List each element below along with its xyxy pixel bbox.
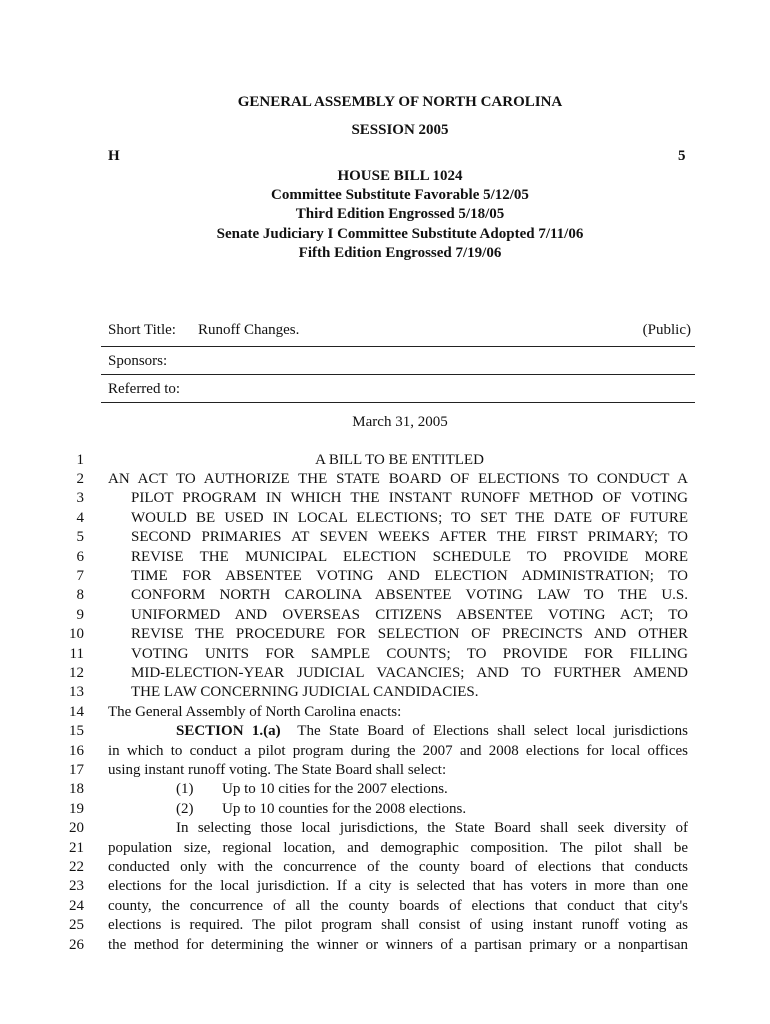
short-title: Runoff Changes. — [198, 322, 300, 338]
line-number: 10 — [69, 626, 84, 642]
short-title-label: Short Title: — [108, 322, 176, 338]
line-number: 19 — [69, 801, 84, 817]
line-number: 20 — [69, 820, 84, 836]
line-number: 7 — [76, 568, 84, 584]
act-title-line: MID-ELECTION-YEAR JUDICIAL VACANCIES; AND TO FURTHER AMEND — [131, 665, 688, 681]
body-line: elections is required. The pilot program shall consist of using instant runoff voting as — [108, 917, 688, 933]
list-item — [176, 800, 688, 819]
section-text: The State Board of Elections shall select local jurisdictions — [297, 723, 689, 739]
history-line: Committee Substitute Favorable 5/12/05 — [271, 187, 529, 203]
list-item-text: Up to 10 counties for the 2008 elections. — [222, 801, 467, 817]
line-number: 9 — [76, 607, 84, 623]
line-number: 22 — [69, 859, 84, 875]
assembly-heading: GENERAL ASSEMBLY OF NORTH CAROLINA — [237, 94, 563, 110]
act-title-line: REVISE THE MUNICIPAL ELECTION SCHEDULE TO PROVIDE MORE — [131, 549, 688, 565]
act-title-line: PILOT PROGRAM IN WHICH THE INSTANT RUNOFF METHOD OF VOTING — [131, 490, 688, 506]
line-number: 2 — [76, 471, 84, 487]
public-label: (Public) — [642, 322, 691, 338]
line-number: 15 — [69, 723, 84, 739]
line-number: 26 — [69, 937, 84, 953]
line-number: 3 — [76, 490, 84, 506]
line-number: 14 — [69, 704, 84, 720]
history-line: Third Edition Engrossed 5/18/05 — [295, 206, 505, 222]
list-item — [176, 780, 688, 799]
body-line: conducted only with the concurrence of the county board of elections that conducts — [108, 859, 688, 875]
act-title-line: VOTING UNITS FOR SAMPLE COUNTS; TO PROVIDE FOR FILLING — [131, 646, 688, 662]
line-number: 5 — [76, 529, 84, 545]
bill-number: HOUSE BILL 1024 — [337, 168, 463, 184]
line-number: 4 — [76, 510, 84, 526]
divider — [101, 346, 695, 347]
line-number: 23 — [69, 878, 84, 894]
body-line: In selecting those local jurisdictions, the State Board shall seek diversity of — [176, 820, 688, 836]
session-heading: SESSION 2005 — [351, 122, 449, 138]
filed-date: March 31, 2005 — [352, 414, 448, 430]
divider — [101, 374, 695, 375]
act-title-line: THE LAW CONCERNING JUDICIAL CANDIDACIES. — [131, 684, 479, 700]
body-line: county, the concurrence of all the county boards of elections that conduct that city's — [108, 898, 688, 914]
line-number: 24 — [69, 898, 84, 914]
line-number: 17 — [69, 762, 84, 778]
bill-entitled: A BILL TO BE ENTITLED — [315, 452, 484, 468]
section-line — [176, 722, 688, 741]
referred-label: Referred to: — [108, 381, 181, 397]
list-item-text: Up to 10 cities for the 2007 elections. — [222, 781, 448, 797]
line-number: 21 — [69, 840, 84, 856]
body-line: using instant runoff voting. The State Board shall select: — [108, 762, 447, 778]
act-title-line: UNIFORMED AND OVERSEAS CITIZENS ABSENTEE VOTING ACT; TO — [131, 607, 688, 623]
act-title-line: SECOND PRIMARIES AT SEVEN WEEKS AFTER THE FIRST PRIMARY; TO — [131, 529, 688, 545]
divider — [101, 402, 695, 403]
body-line: the method for determining the winner or winners of a partisan primary or a nonpartisan — [108, 937, 688, 953]
list-item-number: (1) — [176, 781, 194, 797]
line-number: 1 — [76, 452, 84, 468]
line-number: 18 — [69, 781, 84, 797]
list-item-number: (2) — [176, 801, 194, 817]
line-number: 13 — [69, 684, 84, 700]
line-number: 6 — [76, 549, 84, 565]
line-number: 25 — [69, 917, 84, 933]
edition-number: 5 — [678, 148, 686, 164]
body-line: in which to conduct a pilot program during the 2007 and 2008 elections for local offices — [108, 743, 688, 759]
act-title-line: REVISE THE PROCEDURE FOR SELECTION OF PRECINCTS AND OTHER — [131, 626, 688, 642]
short-title-row — [108, 322, 691, 339]
history-line: Senate Judiciary I Committee Substitute Adopted 7/11/06 — [216, 226, 584, 242]
enacting-clause: The General Assembly of North Carolina enacts: — [108, 704, 402, 720]
sponsors-label: Sponsors: — [108, 353, 168, 369]
line-number: 16 — [69, 743, 84, 759]
line-number: 11 — [69, 646, 84, 662]
act-title-line: WOULD BE USED IN LOCAL ELECTIONS; TO SET THE DATE OF FUTURE — [131, 510, 688, 526]
act-title-line: AN ACT TO AUTHORIZE THE STATE BOARD OF ELECTIONS TO CONDUCT A — [108, 471, 688, 487]
line-number: 8 — [76, 587, 84, 603]
body-line: elections for the local jurisdiction. If a city is selected that has voters in more than one — [108, 878, 688, 894]
body-line: population size, regional location, and demographic composition. The pilot shall be — [108, 840, 688, 856]
act-title-line: CONFORM NORTH CAROLINA ABSENTEE VOTING LAW TO THE U.S. — [131, 587, 688, 603]
line-number: 12 — [69, 665, 84, 681]
chamber-code: H — [108, 148, 120, 164]
section-heading: SECTION 1.(a) — [176, 723, 281, 739]
history-line: Fifth Edition Engrossed 7/19/06 — [298, 245, 502, 261]
act-title-line: TIME FOR ABSENTEE VOTING AND ELECTION ADMINISTRATION; TO — [131, 568, 688, 584]
